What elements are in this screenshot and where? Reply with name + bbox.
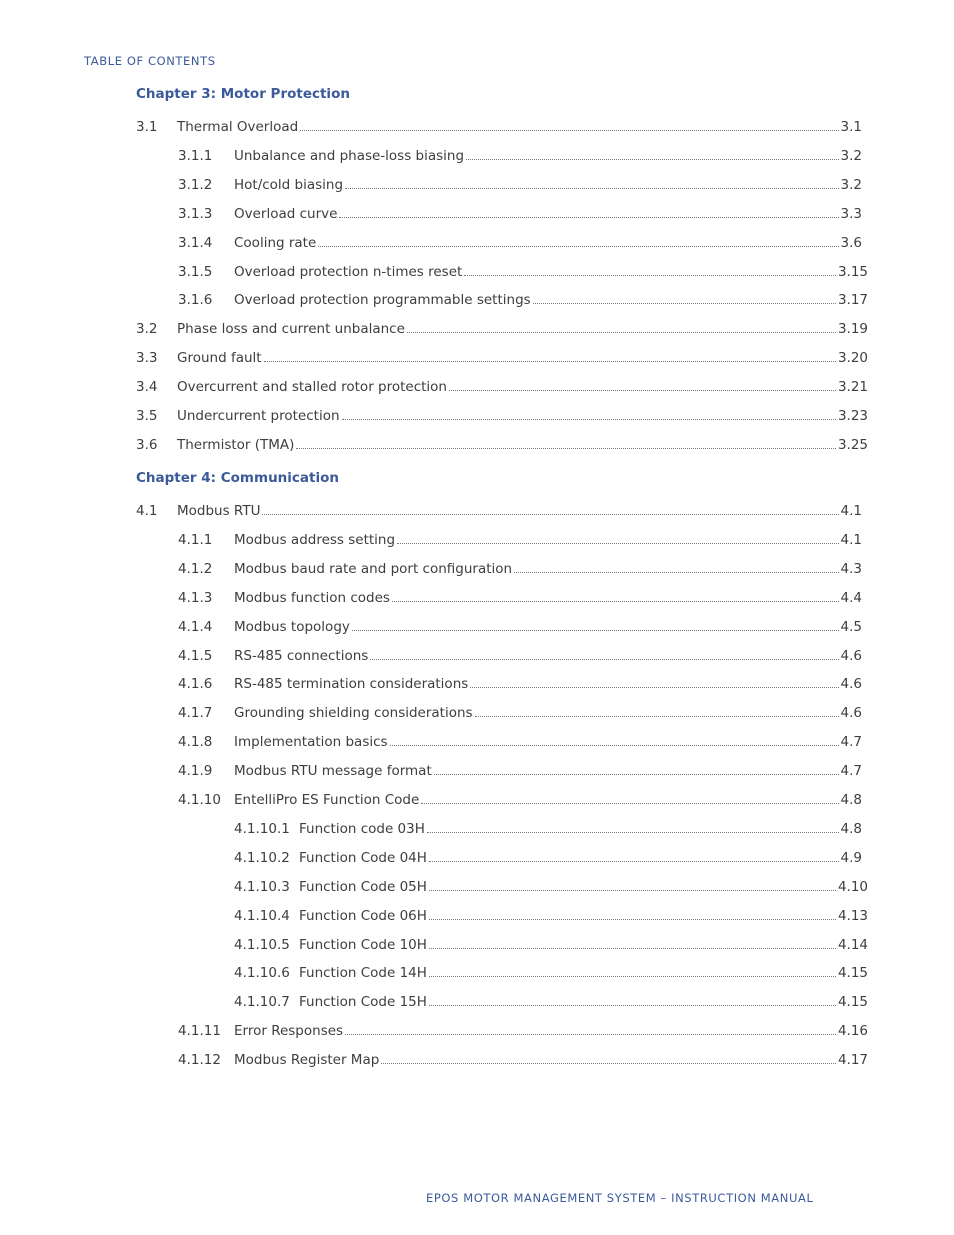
toc-entry-number: 3.1.5 [178, 264, 213, 280]
toc-entry-title: Modbus RTU [177, 503, 261, 519]
toc-entry-page: 4.8 [840, 821, 862, 837]
dot-leader [429, 976, 836, 977]
dot-leader [345, 188, 838, 189]
toc-entry[interactable] [136, 375, 868, 395]
toc-entry-number: 4.1.6 [178, 676, 213, 692]
toc-entry-title: Overload protection n-times reset [234, 264, 463, 280]
toc-entry-number: 4.1.4 [178, 619, 213, 635]
toc-entry[interactable] [234, 846, 862, 866]
toc-entry-number: 3.5 [136, 408, 158, 424]
toc-entry-page: 4.6 [840, 676, 862, 692]
toc-entry-number: 3.1 [136, 119, 158, 135]
toc-entry-title: Cooling rate [234, 235, 317, 251]
dot-leader [407, 332, 836, 333]
toc-entry-number: 3.1.1 [178, 148, 213, 164]
toc-entry-page: 3.20 [837, 350, 868, 366]
dot-leader [300, 130, 838, 131]
toc-entry-title: Phase loss and current unbalance [177, 321, 405, 337]
toc-entry-title: EntelliPro ES Function Code [234, 792, 420, 808]
toc-entry-title: Hot/cold biasing [234, 177, 344, 193]
toc-entry[interactable] [178, 788, 862, 808]
toc-entry-number: 3.4 [136, 379, 158, 395]
toc-entry-title: Function Code 15H [299, 994, 427, 1010]
toc-entry[interactable] [136, 115, 862, 135]
toc-entry-number: 4.1.11 [178, 1023, 221, 1039]
dot-leader [390, 745, 839, 746]
toc-entry-number: 3.1.2 [178, 177, 213, 193]
toc-entry-title: Thermal Overload [177, 119, 299, 135]
toc-entry-number: 4.1.12 [178, 1052, 221, 1068]
dot-leader [397, 543, 838, 544]
toc-entry-title: Function Code 05H [299, 879, 427, 895]
toc-entry[interactable] [136, 404, 868, 424]
toc-entry[interactable] [178, 701, 862, 721]
toc-entry-page: 3.2 [840, 177, 862, 193]
toc-entry[interactable] [178, 759, 862, 779]
toc-entry-number: 4.1.7 [178, 705, 213, 721]
toc-entry[interactable] [234, 990, 868, 1010]
toc-entry-page: 4.6 [840, 705, 862, 721]
dot-leader [421, 803, 838, 804]
toc-entry-page: 3.23 [837, 408, 868, 424]
dot-leader [429, 919, 836, 920]
toc-entry-title: Modbus function codes [234, 590, 390, 606]
toc-entry-title: Overcurrent and stalled rotor protection [177, 379, 447, 395]
dot-leader [296, 448, 836, 449]
toc-entry[interactable] [234, 817, 862, 837]
toc-entry[interactable] [178, 173, 862, 193]
dot-leader [514, 572, 838, 573]
toc-entry-number: 4.1.10.1 [234, 821, 290, 837]
toc-entry[interactable] [178, 672, 862, 692]
toc-entry[interactable] [178, 644, 862, 664]
toc-entry-title: Undercurrent protection [177, 408, 340, 424]
toc-entry[interactable] [136, 433, 868, 453]
dot-leader [392, 601, 839, 602]
chapter-heading[interactable]: Chapter 3: Motor Protection [136, 86, 350, 102]
toc-entry[interactable] [178, 586, 862, 606]
dot-leader [475, 716, 839, 717]
toc-entry-title: Overload protection programmable settings [234, 292, 531, 308]
toc-entry-page: 4.5 [840, 619, 862, 635]
toc-entry[interactable] [136, 317, 868, 337]
toc-entry-title: Function Code 10H [299, 937, 427, 953]
toc-entry-page: 4.6 [840, 648, 862, 664]
toc-entry[interactable] [136, 499, 862, 519]
toc-entry-number: 3.1.3 [178, 206, 213, 222]
toc-entry-page: 3.3 [840, 206, 862, 222]
chapter-heading[interactable]: Chapter 4: Communication [136, 470, 339, 486]
toc-entry[interactable] [178, 288, 868, 308]
dot-leader [464, 275, 836, 276]
toc-entry[interactable] [178, 144, 862, 164]
toc-entry-title: Modbus baud rate and port configuration [234, 561, 513, 577]
toc-entry-number: 4.1.9 [178, 763, 213, 779]
toc-entry-page: 3.19 [837, 321, 868, 337]
dot-leader [470, 687, 838, 688]
toc-entry-page: 4.16 [837, 1023, 868, 1039]
toc-entry[interactable] [178, 557, 862, 577]
toc-entry-title: Thermistor (TMA) [177, 437, 295, 453]
toc-entry-title: RS-485 connections [234, 648, 369, 664]
toc-entry[interactable] [178, 1048, 868, 1068]
dot-leader [429, 948, 836, 949]
toc-entry[interactable] [178, 1019, 868, 1039]
toc-entry-number: 3.1.4 [178, 235, 213, 251]
toc-entry-number: 4.1.10.7 [234, 994, 290, 1010]
toc-entry-title: Function Code 06H [299, 908, 427, 924]
toc-entry-title: Modbus RTU message format [234, 763, 432, 779]
dot-leader [429, 861, 839, 862]
toc-entry[interactable] [178, 231, 862, 251]
dot-leader [429, 890, 836, 891]
dot-leader [342, 419, 836, 420]
toc-entry-page: 3.17 [837, 292, 868, 308]
toc-entry-page: 4.7 [840, 763, 862, 779]
toc-entry-number: 4.1.5 [178, 648, 213, 664]
toc-entry-page: 4.7 [840, 734, 862, 750]
dot-leader [533, 303, 836, 304]
toc-entry-title: Grounding shielding considerations [234, 705, 473, 721]
toc-entry-number: 4.1.10.3 [234, 879, 290, 895]
toc-entry-number: 4.1.2 [178, 561, 213, 577]
toc-entry-page: 3.6 [840, 235, 862, 251]
dot-leader [381, 1063, 836, 1064]
toc-entry-page: 3.25 [837, 437, 868, 453]
dot-leader [262, 514, 838, 515]
dot-leader [429, 1005, 836, 1006]
toc-entry[interactable] [178, 730, 862, 750]
dot-leader [370, 659, 838, 660]
toc-entry-number: 3.2 [136, 321, 158, 337]
toc-entry-title: RS-485 termination considerations [234, 676, 469, 692]
toc-entry-number: 3.3 [136, 350, 158, 366]
toc-entry-page: 3.21 [837, 379, 868, 395]
toc-entry-page: 3.2 [840, 148, 862, 164]
toc-entry-number: 3.6 [136, 437, 158, 453]
toc-entry[interactable] [234, 933, 868, 953]
toc-entry-title: Implementation basics [234, 734, 388, 750]
toc-entry[interactable] [234, 904, 868, 924]
toc-entry-page: 4.8 [840, 792, 862, 808]
toc-entry[interactable] [178, 615, 862, 635]
dot-leader [427, 832, 839, 833]
dot-leader [449, 390, 836, 391]
toc-entry-title: Modbus topology [234, 619, 350, 635]
toc-entry-number: 4.1.1 [178, 532, 213, 548]
dot-leader [466, 159, 838, 160]
toc-entry-page: 4.17 [837, 1052, 868, 1068]
toc-entry-title: Unbalance and phase-loss biasing [234, 148, 465, 164]
toc-entry-title: Ground fault [177, 350, 262, 366]
toc-entry-number: 3.1.6 [178, 292, 213, 308]
toc-entry-number: 4.1 [136, 503, 158, 519]
dot-leader [434, 774, 839, 775]
toc-entry-number: 4.1.10.2 [234, 850, 290, 866]
toc-entry-title: Modbus address setting [234, 532, 396, 548]
toc-entry-number: 4.1.3 [178, 590, 213, 606]
toc-entry-page: 4.15 [837, 994, 868, 1010]
toc-entry-number: 4.1.8 [178, 734, 213, 750]
toc-entry-number: 4.1.10.5 [234, 937, 290, 953]
toc-entry-page: 4.15 [837, 965, 868, 981]
toc-entry-title: Function Code 04H [299, 850, 427, 866]
toc-entry-page: 4.1 [840, 503, 862, 519]
toc-entry-page: 4.4 [840, 590, 862, 606]
dot-leader [318, 246, 838, 247]
toc-entry-page: 3.1 [840, 119, 862, 135]
dot-leader [352, 630, 839, 631]
toc-entry-number: 4.1.10 [178, 792, 221, 808]
dot-leader [339, 217, 838, 218]
toc-entry-page: 4.14 [837, 937, 868, 953]
toc-entry-title: Error Responses [234, 1023, 344, 1039]
running-header: TABLE OF CONTENTS [84, 54, 216, 68]
toc-entry-page: 3.15 [837, 264, 868, 280]
toc-entry-title: Modbus Register Map [234, 1052, 380, 1068]
dot-leader [264, 361, 836, 362]
running-footer: EPOS MOTOR MANAGEMENT SYSTEM – INSTRUCTION MANUAL [426, 1191, 814, 1205]
toc-entry-number: 4.1.10.4 [234, 908, 290, 924]
toc-entry[interactable] [178, 528, 862, 548]
toc-entry-title: Function code 03H [299, 821, 425, 837]
toc-entry-number: 4.1.10.6 [234, 965, 290, 981]
toc-entry-title: Overload curve [234, 206, 338, 222]
toc-entry[interactable] [234, 875, 868, 895]
toc-entry[interactable] [136, 346, 868, 366]
toc-entry[interactable] [178, 202, 862, 222]
toc-entry-page: 4.9 [840, 850, 862, 866]
toc-entry-page: 4.3 [840, 561, 862, 577]
toc-entry[interactable] [178, 260, 868, 280]
toc-entry-page: 4.1 [840, 532, 862, 548]
toc-entry-page: 4.10 [837, 879, 868, 895]
dot-leader [345, 1034, 836, 1035]
toc-entry-page: 4.13 [837, 908, 868, 924]
toc-entry-title: Function Code 14H [299, 965, 427, 981]
toc-entry[interactable] [234, 961, 868, 981]
